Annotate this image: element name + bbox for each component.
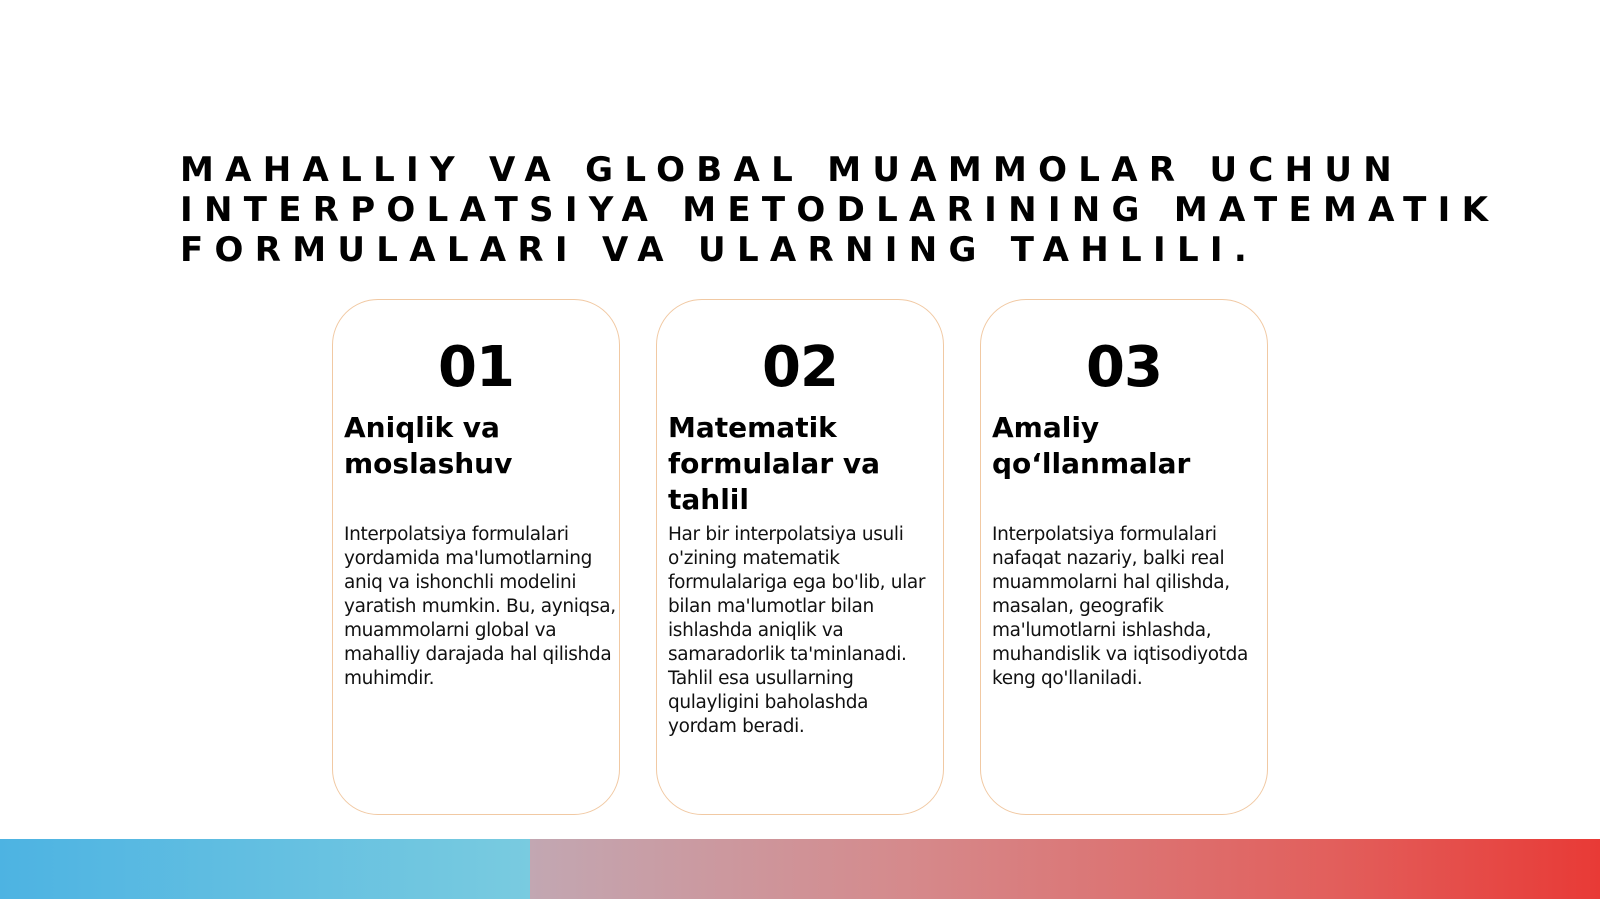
slide-title-line: INTERPOLATSIYA METODLARINING MATEMATIK [180, 190, 1500, 230]
card-amaliy [980, 299, 1268, 815]
card-number: 03 [1086, 335, 1162, 400]
bottom-gradient-bar [0, 839, 1600, 899]
card-body-text: Har bir interpolatsiya usuli o'zining matematik formulalariga ega bo'lib, ular bilan ma'lumotlar bilan ishlashda aniqlik va samaradorlik ta'minlanadi. Tahlil esa usullarning qulayligini baholashda yordam beradi. [668, 524, 926, 737]
slide-title [180, 150, 1520, 270]
card-heading: Amaliy qo‘llanmalar [992, 411, 1191, 480]
card-aniqlik [332, 299, 620, 815]
bottom-bar-red-segment [530, 839, 1600, 899]
card-number: 01 [438, 335, 514, 400]
card-matematik [656, 299, 944, 815]
card-body-text: Interpolatsiya formulalari yordamida ma'lumotlarning aniq va ishonchli modelini yaratish mumkin. Bu, ayniqsa, muammolarni global va mahalliy darajada hal qilishda muhimdir. [344, 524, 616, 689]
card-body-text: Interpolatsiya formulalari nafaqat nazariy, balki real muammolarni hal qilishda, masalan, geografik ma'lumotlarni ishlashda, muhandislik va iqtisodiyotda keng qo'llaniladi. [992, 524, 1249, 689]
slide-title-line: MAHALLIY VA GLOBAL MUAMMOLAR UCHUN [180, 150, 1404, 190]
card-heading: Matematik formulalar va tahlil [668, 411, 881, 516]
card-number: 02 [762, 335, 838, 400]
card-heading: Aniqlik va moslashuv [344, 411, 513, 480]
slide-title-line: FORMULALARI VA ULARNING TAHLILI. [180, 230, 1259, 270]
bottom-bar-blue-segment [0, 839, 530, 899]
